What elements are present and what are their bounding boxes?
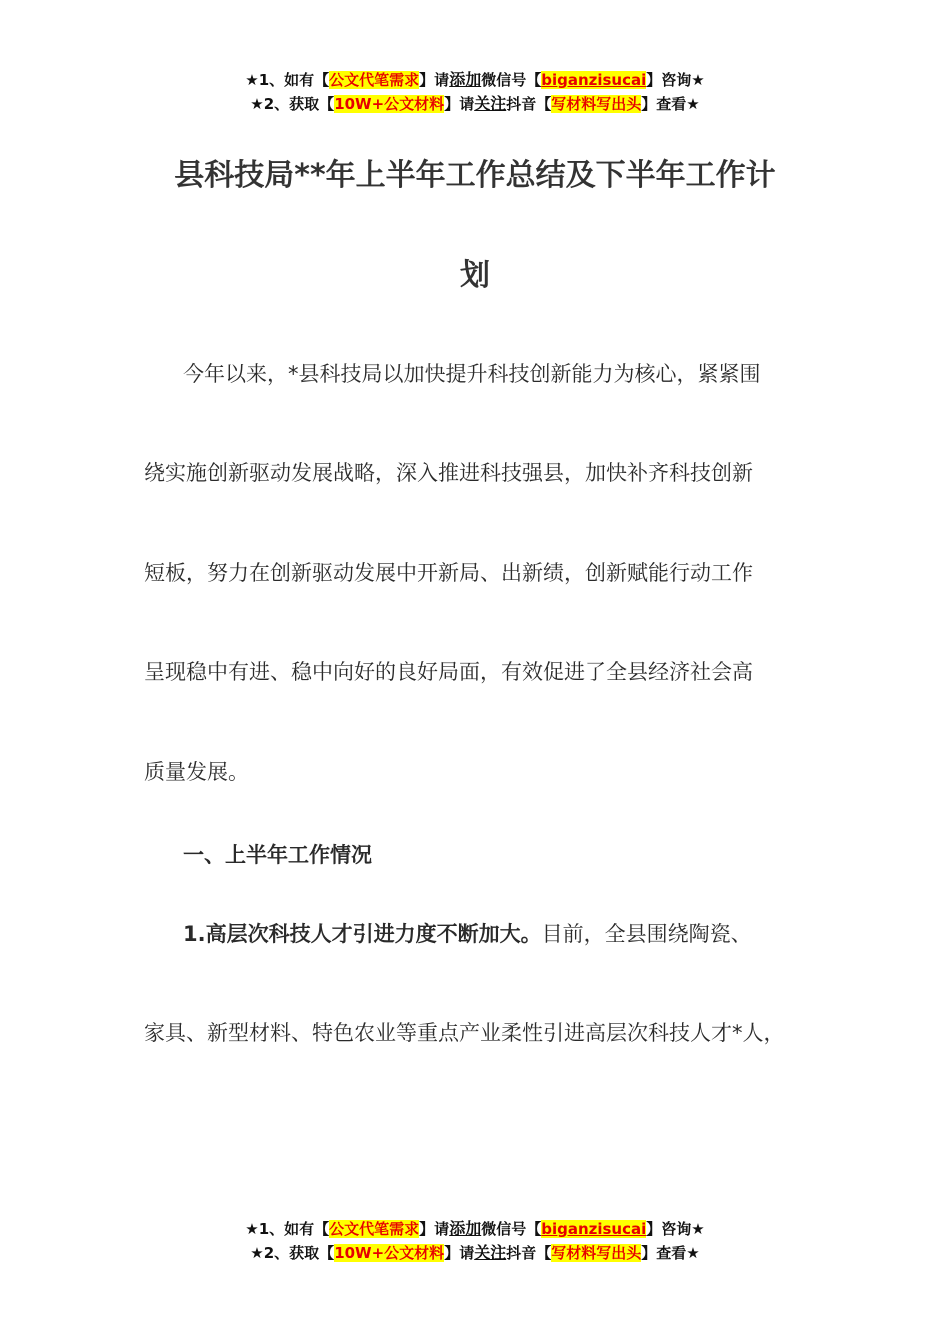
footer-banner bbox=[0, 1217, 950, 1265]
footer-line-2-suffix: 】查看★ bbox=[641, 1244, 700, 1262]
item-1-line-1 bbox=[183, 918, 752, 948]
banner-line-1-prefix: ★1、如有【 bbox=[245, 71, 330, 89]
intro-line-5: 质量发展。 bbox=[144, 760, 249, 784]
section-heading-1: 一、上半年工作情况 bbox=[183, 843, 372, 867]
footer-line-1-suffix: 】咨询★ bbox=[646, 1220, 705, 1238]
footer-highlight-service: 公文代笔需求 bbox=[329, 1220, 420, 1238]
banner-highlight-materials: 10W+公文材料 bbox=[334, 95, 445, 113]
item-1-text: 目前，全县围绕陶瓷、 bbox=[541, 922, 752, 946]
item-1-heading: 1.高层次科技人才引进力度不断加大。 bbox=[183, 922, 542, 946]
document-title-line-2: 划 bbox=[460, 258, 490, 293]
footer-line-2-mid1: 】请 bbox=[444, 1244, 475, 1262]
intro-line-3: 短板，努力在创新驱动发展中开新局、出新绩，创新赋能行动工作 bbox=[144, 561, 753, 585]
intro-line-4: 呈现稳中有进、稳中向好的良好局面，有效促进了全县经济社会高 bbox=[144, 660, 753, 684]
banner-highlight-service: 公文代笔需求 bbox=[329, 71, 420, 89]
banner-emphasis-follow: 关注 bbox=[474, 94, 507, 113]
banner-emphasis-add: 添加 bbox=[449, 70, 482, 89]
banner-line-2-mid1: 】请 bbox=[444, 95, 475, 113]
banner-line-1-mid1: 】请 bbox=[419, 71, 450, 89]
banner-wechat-id[interactable]: biganzisucai bbox=[541, 71, 647, 89]
banner-line-2-suffix: 】查看★ bbox=[641, 95, 700, 113]
document-title-line-1: 县科技局**年上半年工作总结及下半年工作计 bbox=[174, 158, 776, 193]
banner-douyin-account: 写材料写出头 bbox=[551, 95, 642, 113]
header-banner bbox=[0, 68, 950, 116]
footer-line-2-prefix: ★2、获取【 bbox=[250, 1244, 335, 1262]
footer-banner-line-2 bbox=[0, 1241, 950, 1265]
banner-line-2-mid2: 抖音【 bbox=[506, 95, 552, 113]
banner-line-1-suffix: 】咨询★ bbox=[646, 71, 705, 89]
footer-line-1-mid1: 】请 bbox=[419, 1220, 450, 1238]
footer-emphasis-follow: 关注 bbox=[474, 1243, 507, 1262]
footer-highlight-materials: 10W+公文材料 bbox=[334, 1244, 445, 1262]
footer-line-2-mid2: 抖音【 bbox=[506, 1244, 552, 1262]
footer-wechat-id[interactable]: biganzisucai bbox=[541, 1220, 647, 1238]
banner-line-1 bbox=[0, 68, 950, 92]
footer-emphasis-add: 添加 bbox=[449, 1219, 482, 1238]
footer-line-1-mid2: 微信号【 bbox=[481, 1220, 542, 1238]
intro-line-1: 今年以来，*县科技局以加快提升科技创新能力为核心，紧紧围 bbox=[183, 362, 761, 386]
item-1-line-2: 家具、新型材料、特色农业等重点产业柔性引进高层次科技人才*人， bbox=[144, 1021, 785, 1045]
banner-line-2 bbox=[0, 92, 950, 116]
footer-line-1-prefix: ★1、如有【 bbox=[245, 1220, 330, 1238]
banner-line-2-prefix: ★2、获取【 bbox=[250, 95, 335, 113]
footer-banner-line-1 bbox=[0, 1217, 950, 1241]
banner-line-1-mid2: 微信号【 bbox=[481, 71, 542, 89]
footer-douyin-account: 写材料写出头 bbox=[551, 1244, 642, 1262]
intro-line-2: 绕实施创新驱动发展战略，深入推进科技强县，加快补齐科技创新 bbox=[144, 461, 753, 485]
